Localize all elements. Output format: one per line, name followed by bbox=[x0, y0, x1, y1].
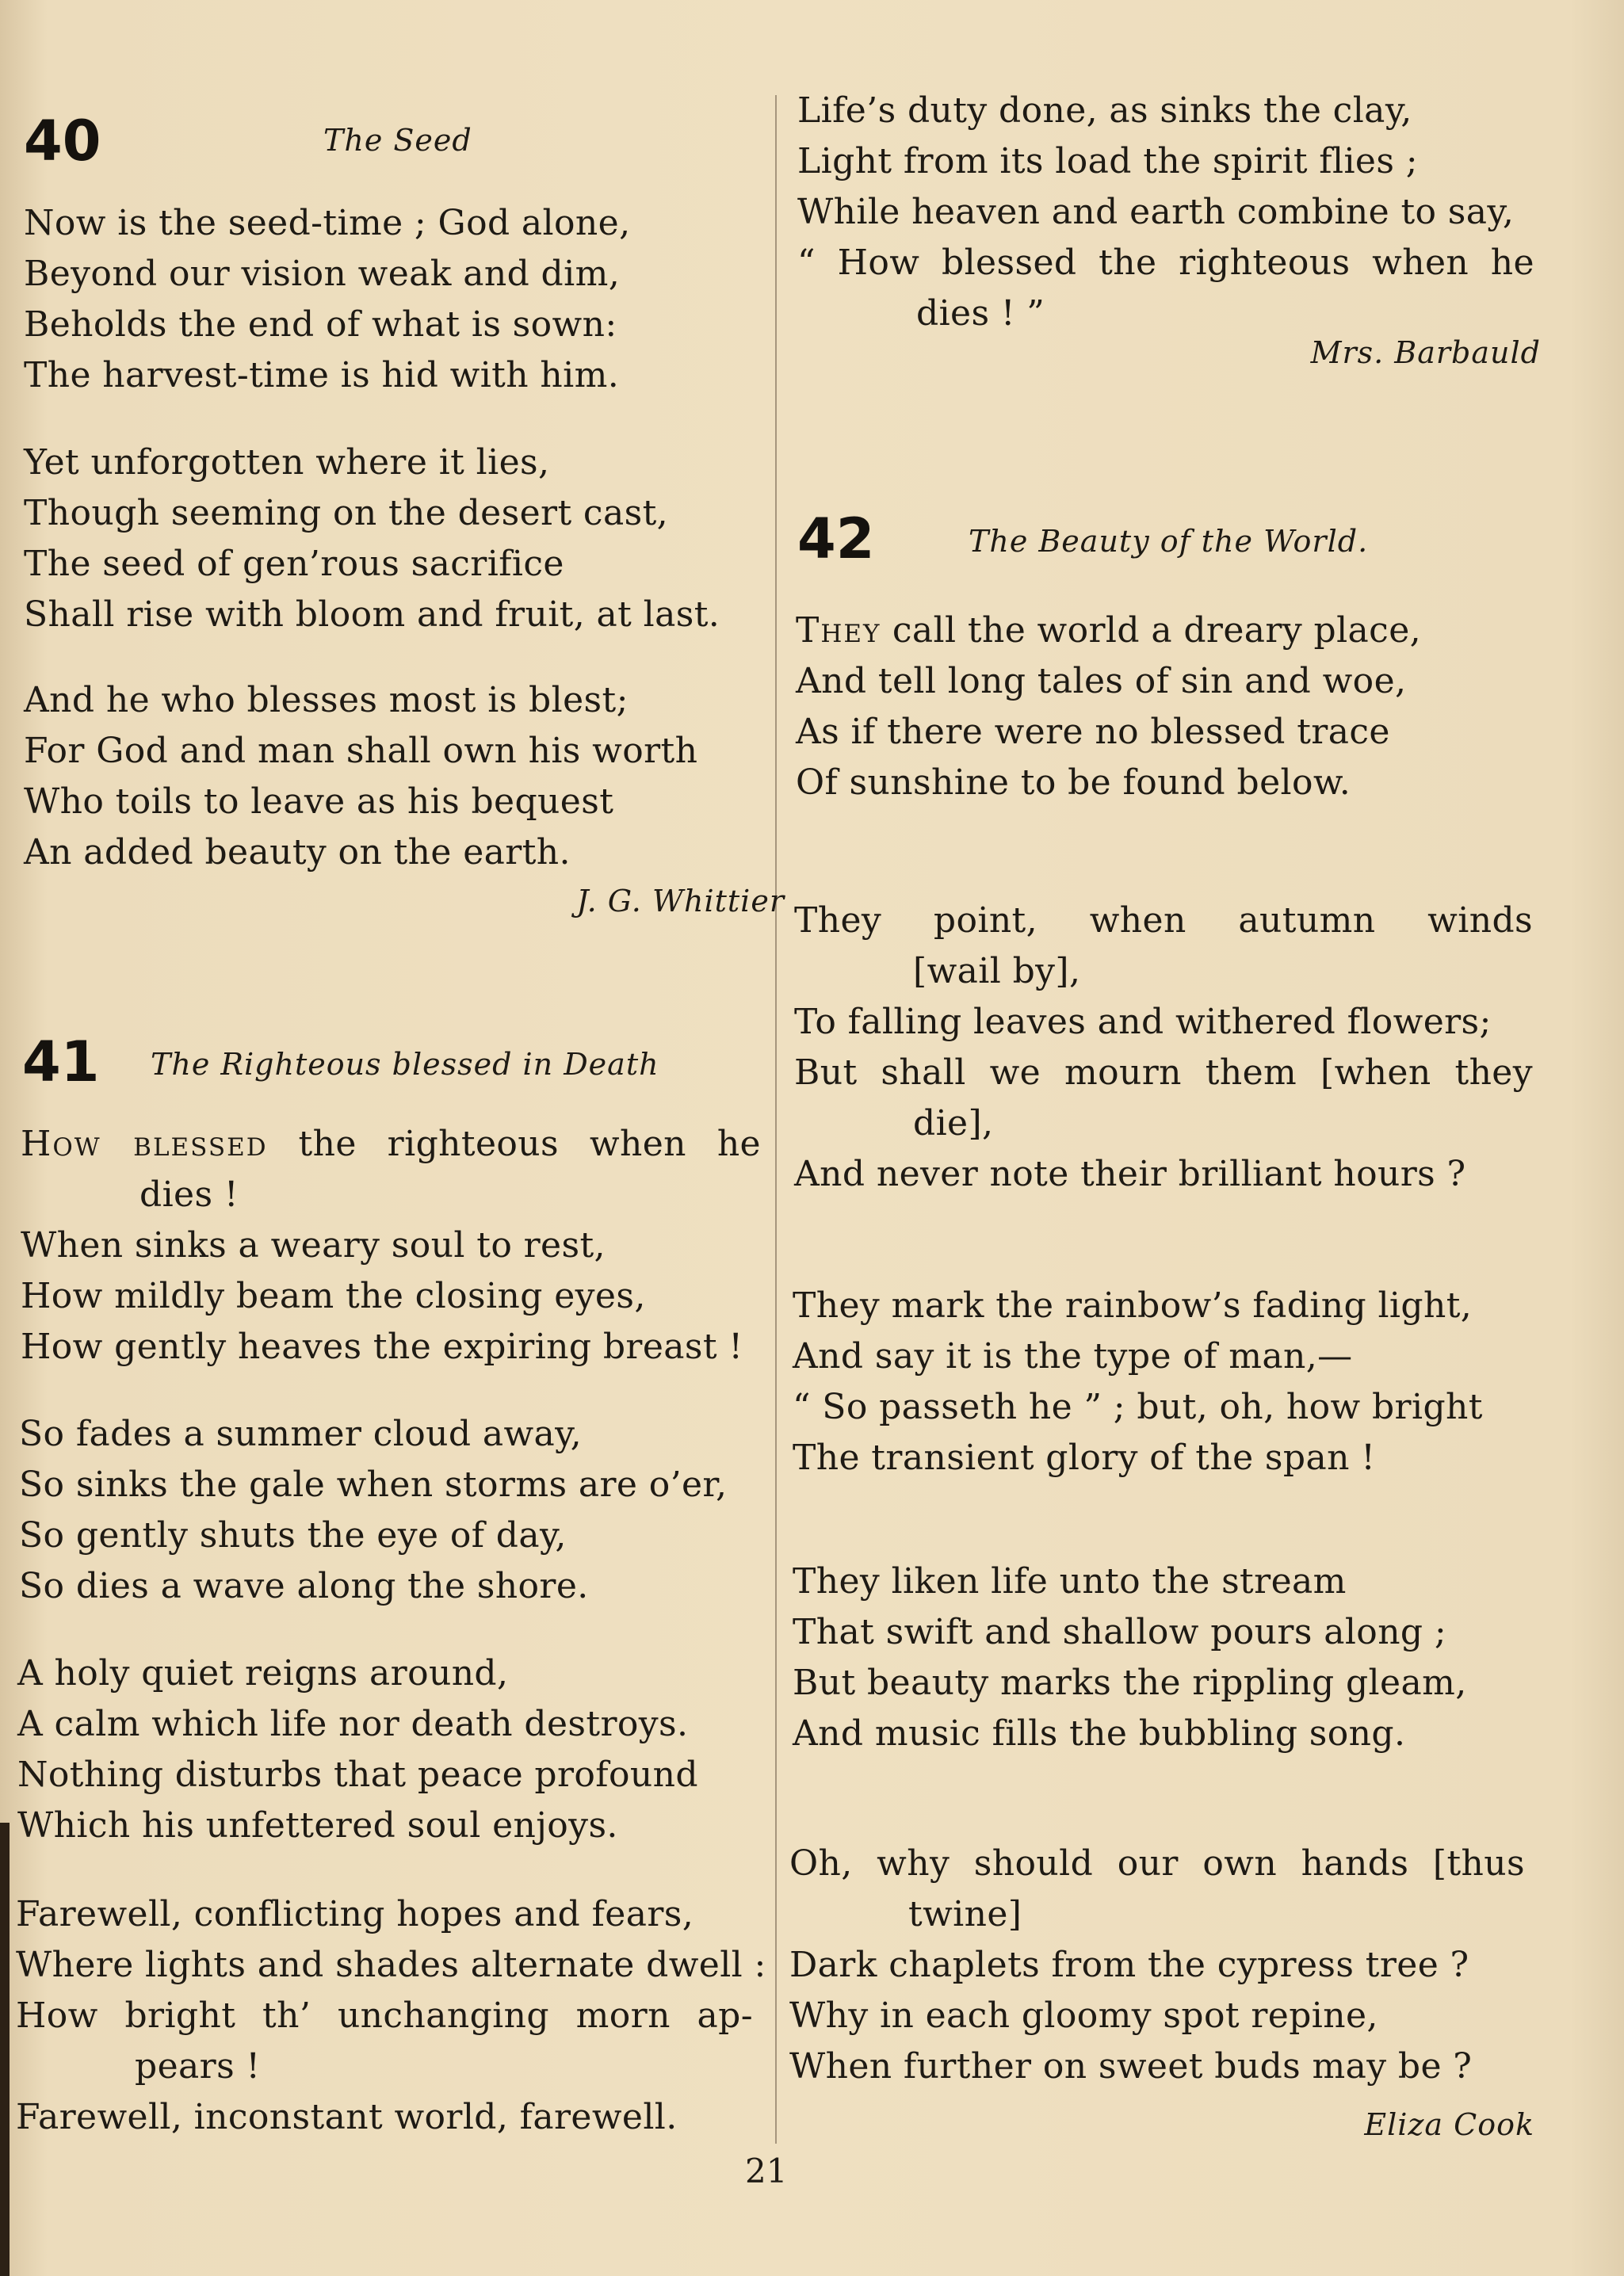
verse-line: And music fills the bubbling song. bbox=[793, 1713, 1406, 1754]
verse-line: “ So passeth he ” ; but, oh, how bright bbox=[793, 1387, 1483, 1427]
verse-line: Oh, why should our own hands [thus bbox=[789, 1843, 1525, 1884]
verse-line: Life’s duty done, as sinks the clay, bbox=[797, 90, 1412, 131]
verse-line: Why in each gloomy spot repine, bbox=[789, 1995, 1378, 2036]
hymn-title-41: The Righteous blessed in Death bbox=[151, 1047, 659, 1082]
verse-line: But shall we mourn them [when they bbox=[794, 1052, 1533, 1093]
hymn-number-41: 41 bbox=[22, 1029, 100, 1094]
verse-line: Shall rise with bloom and fruit, at last. bbox=[24, 594, 720, 635]
verse-line: An added beauty on the earth. bbox=[24, 832, 571, 873]
verse-line: Which his unfettered soul enjoys. bbox=[17, 1805, 618, 1846]
verse-line: How gently heaves the expiring breast ! bbox=[21, 1327, 743, 1367]
verse-line: As if there were no blessed trace bbox=[796, 712, 1390, 752]
verse-line: For God and man shall own his worth bbox=[24, 731, 698, 771]
verse-line: The seed of gen’rous sacrifice bbox=[24, 544, 564, 584]
verse-line: Who toils to leave as his bequest bbox=[24, 781, 614, 822]
verse-line: When further on sweet buds may be ? bbox=[789, 2046, 1473, 2087]
verse-line: Farewell, inconstant world, farewell. bbox=[16, 2097, 678, 2137]
verse-line: Nothing disturbs that peace profound bbox=[17, 1755, 698, 1795]
verse-line: Farewell, conflicting hopes and fears, bbox=[16, 1894, 694, 1934]
author-attribution-42: Eliza Cook bbox=[1364, 2107, 1534, 2142]
verse-line: [wail by], bbox=[913, 951, 1081, 991]
verse-line: The transient glory of the span ! bbox=[793, 1438, 1376, 1478]
verse-line: Beyond our vision weak and dim, bbox=[24, 254, 621, 294]
verse-line: So gently shuts the eye of day, bbox=[19, 1515, 567, 1556]
verse-line: How mildly beam the closing eyes, bbox=[21, 1276, 646, 1316]
hymn-number-40: 40 bbox=[24, 109, 101, 174]
dropcap-words: They bbox=[796, 610, 881, 651]
verse-line: To falling leaves and withered flowers; bbox=[794, 1002, 1492, 1042]
verse-text: the righteous when he bbox=[298, 1124, 761, 1164]
hymn-title-42: The Beauty of the World. bbox=[969, 524, 1369, 559]
verse-line: Though seeming on the desert cast, bbox=[24, 493, 669, 533]
verse-line: And tell long tales of sin and woe, bbox=[796, 661, 1407, 701]
verse-line: Yet unforgotten where it lies, bbox=[24, 442, 550, 483]
author-attribution-40: J. G. Whittier bbox=[576, 884, 785, 918]
verse-line: Light from its load the spirit flies ; bbox=[797, 141, 1418, 181]
verse-line: When sinks a weary soul to rest, bbox=[21, 1225, 606, 1266]
verse-line: twine] bbox=[908, 1894, 1022, 1934]
verse-line: dies ! ” bbox=[916, 293, 1045, 334]
page-number: 21 bbox=[745, 2152, 788, 2190]
verse-line: So sinks the gale when storms are o’er, bbox=[19, 1465, 728, 1505]
verse-line: Of sunshine to be found below. bbox=[796, 762, 1351, 803]
author-attribution-41: Mrs. Barbauld bbox=[1310, 335, 1541, 370]
column-divider bbox=[775, 95, 777, 2144]
verse-line: die], bbox=[913, 1103, 994, 1144]
verse-line: They mark the rainbow’s fading light, bbox=[793, 1285, 1473, 1326]
hymn-title-40: The Seed bbox=[323, 123, 472, 158]
verse-line-first bbox=[21, 1119, 761, 1170]
verse-line: pears ! bbox=[135, 2046, 261, 2087]
verse-line: “ How blessed the righteous when he bbox=[797, 242, 1534, 283]
verse-line: Where lights and shades alternate dwell : bbox=[16, 1945, 766, 1985]
verse-line-first bbox=[796, 605, 1421, 656]
verse-text: call the world a dreary place, bbox=[892, 610, 1422, 651]
verse-line: So fades a summer cloud away, bbox=[19, 1414, 582, 1454]
verse-line: They liken life unto the stream bbox=[793, 1561, 1347, 1602]
verse-line: A calm which life nor death destroys. bbox=[17, 1704, 689, 1744]
verse-line: While heaven and earth combine to say, bbox=[797, 192, 1515, 232]
verse-line: But beauty marks the rippling gleam, bbox=[793, 1663, 1467, 1703]
verse-line: That swift and shallow pours along ; bbox=[793, 1612, 1447, 1652]
verse-line: How bright th’ unchanging morn ap- bbox=[16, 1995, 753, 2036]
verse-line: A holy quiet reigns around, bbox=[17, 1653, 509, 1694]
verse-line: Beholds the end of what is sown: bbox=[24, 304, 617, 345]
page-edge-shadow bbox=[0, 1823, 10, 2276]
dropcap-words: How blessed bbox=[21, 1124, 268, 1164]
verse-line: The harvest-time is hid with him. bbox=[24, 355, 620, 395]
verse-line: They point, when autumn winds bbox=[794, 900, 1533, 941]
verse-line: So dies a wave along the shore. bbox=[19, 1566, 589, 1606]
verse-line: And say it is the type of man,— bbox=[793, 1336, 1353, 1377]
verse-line: And he who blesses most is blest; bbox=[24, 680, 629, 720]
verse-line: Now is the seed-time ; God alone, bbox=[24, 203, 631, 243]
hymn-number-42: 42 bbox=[797, 506, 875, 571]
verse-line: And never note their brilliant hours ? bbox=[794, 1154, 1466, 1194]
verse-line: Dark chaplets from the cypress tree ? bbox=[789, 1945, 1469, 1985]
verse-line: dies ! bbox=[139, 1174, 239, 1215]
